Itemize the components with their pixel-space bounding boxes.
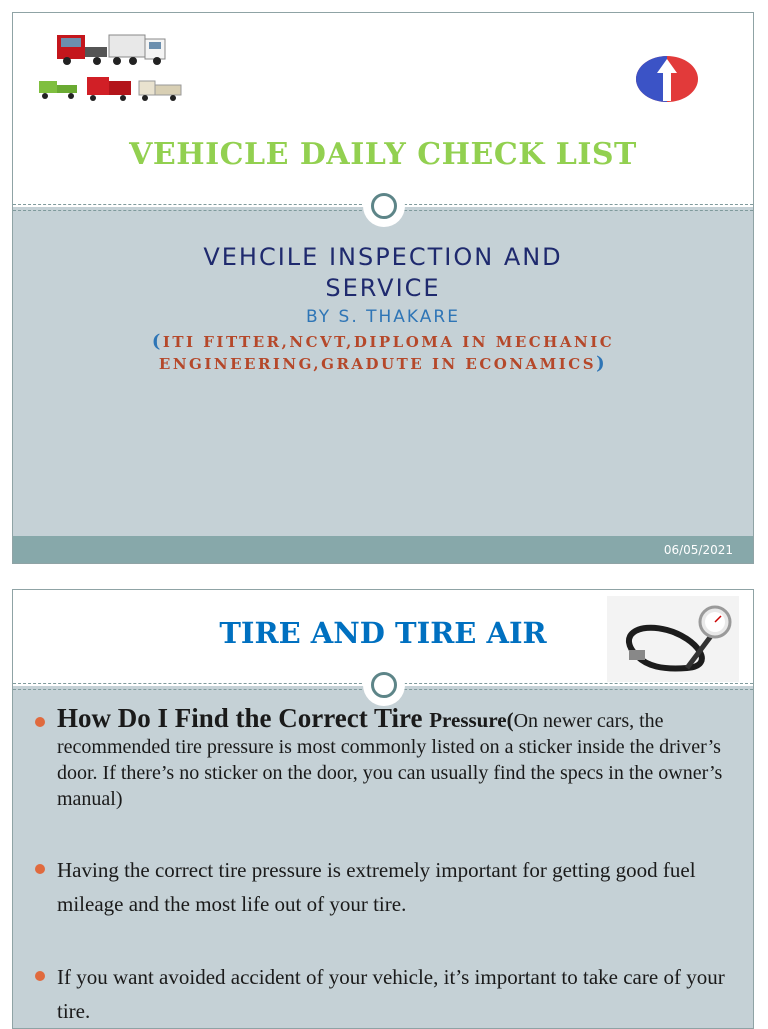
slide-tire-and-tire-air bbox=[12, 589, 754, 1029]
bullet-dot-icon bbox=[35, 864, 45, 874]
slide-date: 06/05/2021 bbox=[663, 543, 733, 557]
paren-close: ) bbox=[596, 353, 608, 374]
bullet-item: If you want avoided accident of your vehicle, it’s important to take care of your tire. bbox=[57, 965, 725, 1023]
subtitle-line-2: SERVICE bbox=[325, 274, 441, 302]
author-line: BY S. THAKARE bbox=[306, 307, 460, 327]
ring-ornament-icon bbox=[366, 188, 402, 224]
slide-subtitle bbox=[13, 242, 753, 304]
paren-open: ( bbox=[151, 331, 163, 352]
bullet-item bbox=[57, 705, 737, 812]
slide-footer bbox=[13, 536, 753, 563]
bullet-item: Having the correct tire pressure is extremely important for getting good fuel mileage and the most life out of your tire. bbox=[57, 858, 696, 916]
trucks-image bbox=[35, 21, 185, 105]
credentials-line-2: ENGINEERING,GRADUTE IN ECONAMICS bbox=[158, 355, 597, 373]
credentials bbox=[13, 331, 753, 375]
slide-vehicle-daily-check-list bbox=[12, 12, 754, 564]
slide-title: VEHICLE DAILY CHECK LIST bbox=[129, 137, 637, 172]
subtitle-line-1: VEHCILE INSPECTION AND bbox=[203, 243, 563, 271]
credentials-line-1: ITI FITTER,NCVT,DIPLOMA IN MECHANIC bbox=[162, 333, 615, 351]
bullet-text: On newer cars, the recommended tire pressure is most commonly listed on a sticker inside the driver’s door. If there’s no sticker on the door, you can usually find the specs in the owner’s manual) bbox=[57, 710, 723, 810]
bullet-lead: How Do I Find the Correct Tire bbox=[57, 703, 430, 733]
bullet-dot-icon bbox=[35, 971, 45, 981]
bullet-lead-2: Pressure( bbox=[429, 708, 514, 732]
slide-header bbox=[13, 13, 753, 207]
tire-pressure-gauge-image bbox=[607, 596, 739, 682]
circle-arrow-logo-icon bbox=[635, 55, 699, 103]
slide-title: TIRE AND TIRE AIR bbox=[219, 616, 547, 650]
ring-ornament-icon bbox=[366, 667, 402, 703]
bullet-dot-icon bbox=[35, 717, 45, 727]
